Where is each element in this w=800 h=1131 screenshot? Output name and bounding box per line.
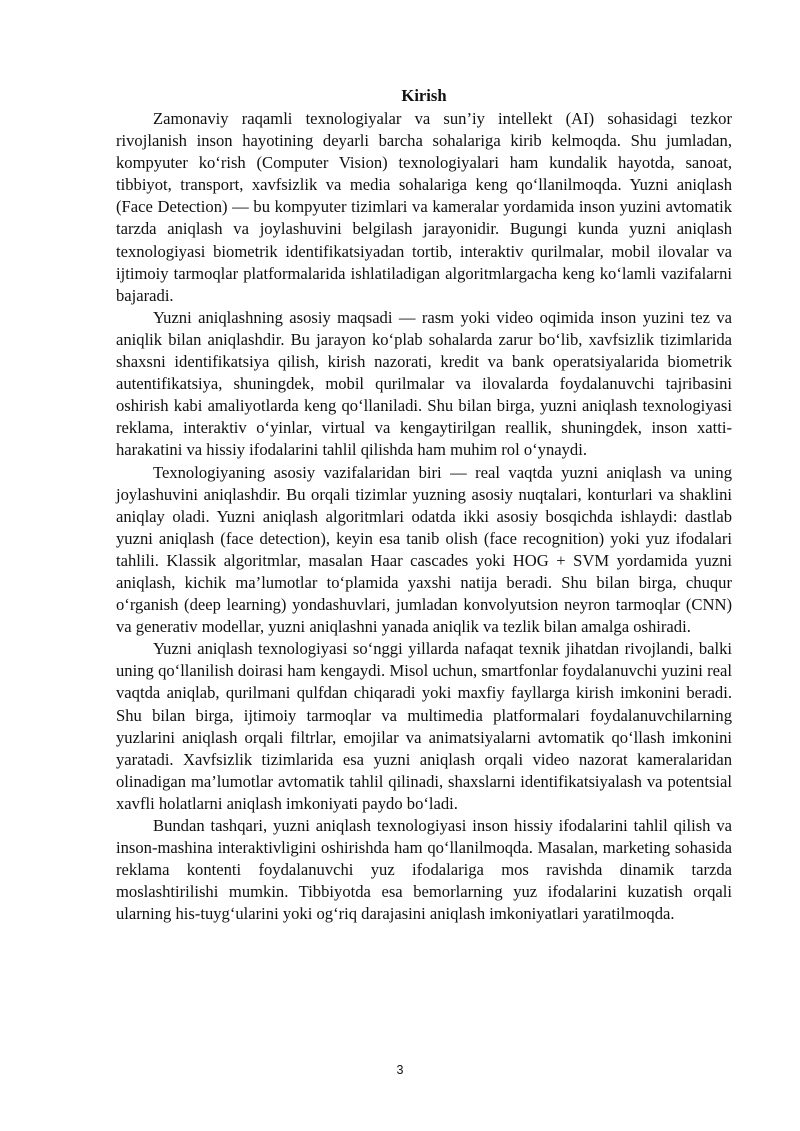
paragraph-5: Bundan tashqari, yuzni aniqlash texnologiyasi inson hissiy ifodalarini tahlil qilish va inson-mashina interaktivligini oshirishda ham qo‘llanilmoqda. Masalan, marketing sohasida reklama kontenti foydalanuvchi yuz ifodalariga mos ravishda dinamik tarzda moslashtirilishi mumkin. Tibbiyotda esa bemorlarning yuz ifodalarini kuzatish orqali ularning his-tuyg‘ularini yoki og‘riq darajasini aniqlash imkoniyatlari yaratilmoqda.	[116, 816, 732, 924]
document-page	[116, 84, 732, 925]
paragraph-4: Yuzni aniqlash texnologiyasi so‘nggi yillarda nafaqat texnik jihatdan rivojlandi, balki uning qo‘llanilish doirasi ham kengaydi. Misol uchun, smartfonlar foydalanuvchi yuzini real vaqtda aniqlab, qurilmani qulfdan chiqaradi yoki maxfiy fayllarga kirish imkonini beradi. Shu bilan birga, ijtimoiy tarmoqlar va multimedia platformalari foydalanuvchilarning yuzlarini aniqlash orqali filtrlar, emojilar va animatsiyalarni avtomatik qo‘llash imkonini yaratadi. Xavfsizlik tizimlarida esa yuzni aniqlash orqali video nazorat kameralaridan olinadigan ma’lumotlar avtomatik tahlil qilinadi, shaxslarni identifikatsiyalash va potentsial xavfli holatlarni aniqlash imkoniyati paydo bo‘ladi.	[116, 639, 732, 813]
page-number: 3	[396, 1063, 404, 1077]
paragraph-1: Zamonaviy raqamli texnologiyalar va sun’iy intellekt (AI) sohasidagi tezkor rivojlanish inson hayotining deyarli barcha sohalariga kirib kelmoqda. Shu jumladan, kompyuter ko‘rish (Computer Vision) texnologiyalari ham kundalik hayotda, sanoat, tibbiyot, transport, xavfsizlik va media sohalariga keng qo‘llanilmoqda. Yuzni aniqlash (Face Detection) — bu kompyuter tizimlari va kameralar yordamida inson yuzini avtomatik tarzda aniqlash va joylashuvini belgilash jarayonidir. Bugungi kunda yuzni aniqlash texnologiyasi biometrik identifikatsiyadan tortib, interaktiv qurilmalar, mobil ilovalar va ijtimoiy tarmoqlar platformalarida ishlatiladigan algoritmlargacha keng ko‘lamli vazifalarni bajaradi.	[116, 109, 732, 305]
section-title: Kirish	[401, 86, 447, 105]
paragraph-2: Yuzni aniqlashning asosiy maqsadi — rasm yoki video oqimida inson yuzini tez va aniqlik bilan aniqlashdir. Bu jarayon ko‘plab sohalarda zarur bo‘lib, xavfsizlik tizimlarida shaxsni identifikatsiya qilish, kirish nazorati, kredit va bank operatsiyalarida biometrik autentifikatsiya, shuningdek, mobil qurilmalar va ilovalarda foydalanuvchi tajribasini oshirish kabi amaliyotlarda keng qo‘llaniladi. Shu bilan birga, yuzni aniqlash texnologiyasi reklama, interaktiv o‘yinlar, virtual va kengaytirilgan reallik, shuningdek, inson xatti-harakatini va hissiy ifodalarini tahlil qilishda ham muhim rol o‘ynaydi.	[116, 307, 732, 460]
paragraph-3: Texnologiyaning asosiy vazifalaridan biri — real vaqtda yuzni aniqlash va uning joylashuvini aniqlashdir. Bu orqali tizimlar yuzning asosiy nuqtalari, konturlari va shaklini aniqlay oladi. Yuzni aniqlash algoritmlari odatda ikki asosiy bosqichda ishlaydi: dastlab yuzni aniqlash (face detection), keyin esa tanib olish (face recognition) yoki yuz ifodalari tahlili. Klassik algoritmlar, masalan Haar cascades yoki HOG + SVM yordamida yuzni aniqlash, kichik ma’lumotlar to‘plamida yaxshi natija beradi. Shu bilan birga, chuqur o‘rganish (deep learning) yondashuvlari, jumladan konvolyutsion neyron tarmoqlar (CNN) va generativ modellar, yuzni aniqlashni yanada aniqlik va tezlik bilan amalga oshiradi.	[116, 462, 732, 637]
